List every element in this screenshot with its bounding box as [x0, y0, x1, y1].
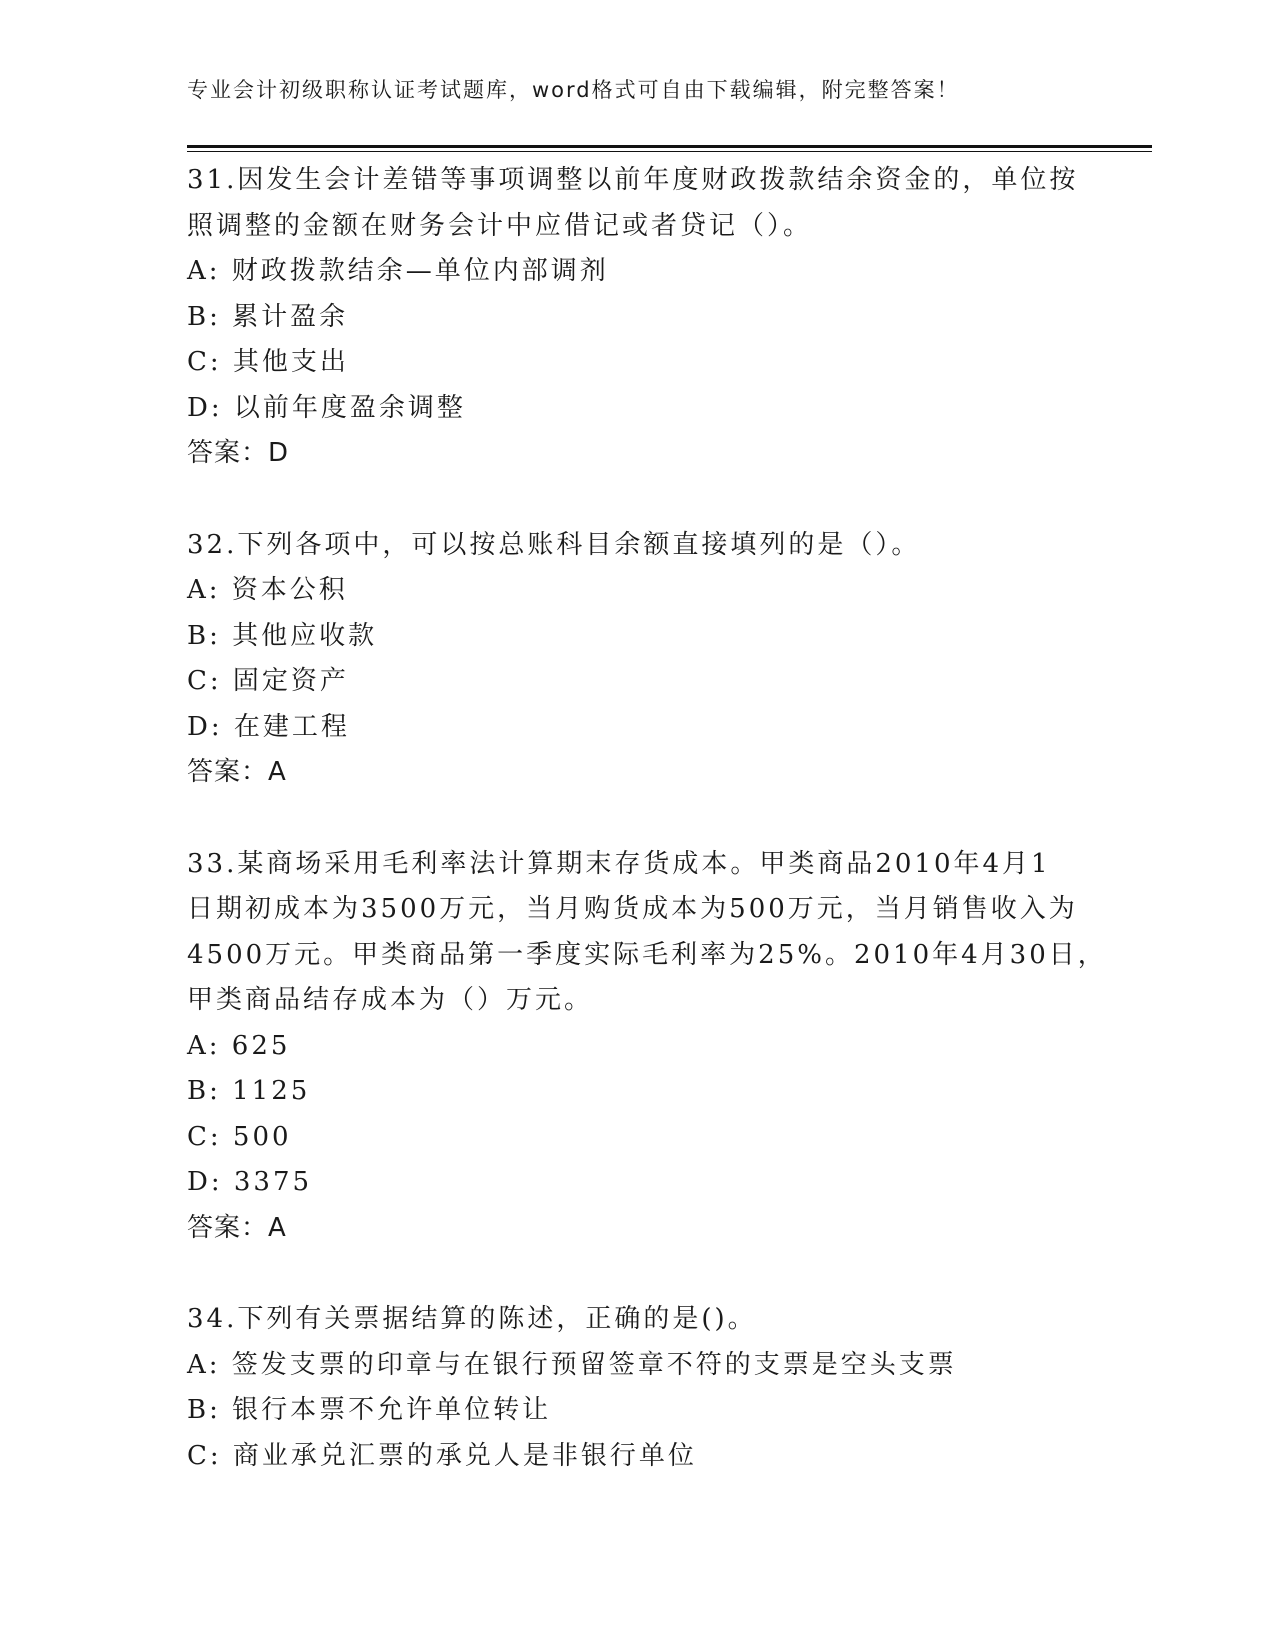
option-a: A: 625 [187, 1030, 291, 1061]
option-b: B: 其他应收款 [187, 620, 378, 651]
option-b: B: 累计盈余 [187, 301, 349, 332]
option-d: D: 以前年度盈余调整 [187, 392, 466, 423]
option-b: B: 1125 [187, 1076, 311, 1106]
header-rule-thick [187, 145, 1152, 148]
option-a: A: 资本公积 [187, 575, 348, 605]
header-rule-thin [187, 151, 1152, 152]
option-b: B: 银行本票不允许单位转让 [187, 1395, 552, 1425]
question-34 [187, 1297, 1087, 1479]
answer: 答案：D [187, 438, 290, 468]
question-text: 32.下列各项中，可以按总账科目余额直接填列的是（）。 [187, 529, 921, 560]
question-33 [187, 842, 1107, 1252]
answer: 答案：A [187, 1212, 287, 1243]
question-list [187, 158, 1107, 1525]
question-text: 甲类商品结存成本为（）万元。 [187, 985, 594, 1015]
page-header: 专业会计初级职称认证考试题库，word格式可自由下载编辑，附完整答案！ [187, 78, 960, 102]
option-c: C: 固定资产 [187, 666, 349, 696]
option-d: D: 3375 [187, 1167, 313, 1197]
question-text: 33.某商场采用毛利率法计算期末存货成本。甲类商品2010年4月1 [187, 848, 1051, 879]
question-text: 照调整的金额在财务会计中应借记或者贷记（）。 [187, 210, 813, 241]
answer: 答案：A [187, 757, 287, 787]
option-c: C: 其他支出 [187, 347, 349, 377]
option-c: C: 500 [187, 1121, 292, 1152]
question-text: 34.下列有关票据结算的陈述，正确的是()。 [187, 1304, 757, 1334]
question-31 [187, 158, 1087, 477]
option-a: A: 财政拨款结余—单位内部调剂 [187, 256, 609, 286]
question-text: 日期初成本为3500万元，当月购货成本为500万元，当月销售收入为 [187, 894, 1078, 924]
option-a: A: 签发支票的印章与在银行预留签章不符的支票是空头支票 [187, 1349, 957, 1380]
option-d: D: 在建工程 [187, 711, 350, 742]
question-text: 31.因发生会计差错等事项调整以前年度财政拨款结余资金的，单位按 [187, 165, 1079, 195]
option-c: C: 商业承兑汇票的承兑人是非银行单位 [187, 1440, 697, 1471]
question-32 [187, 523, 1087, 796]
question-text: 4500万元。甲类商品第一季度实际毛利率为25%。2010年4月30日， [187, 939, 1107, 970]
